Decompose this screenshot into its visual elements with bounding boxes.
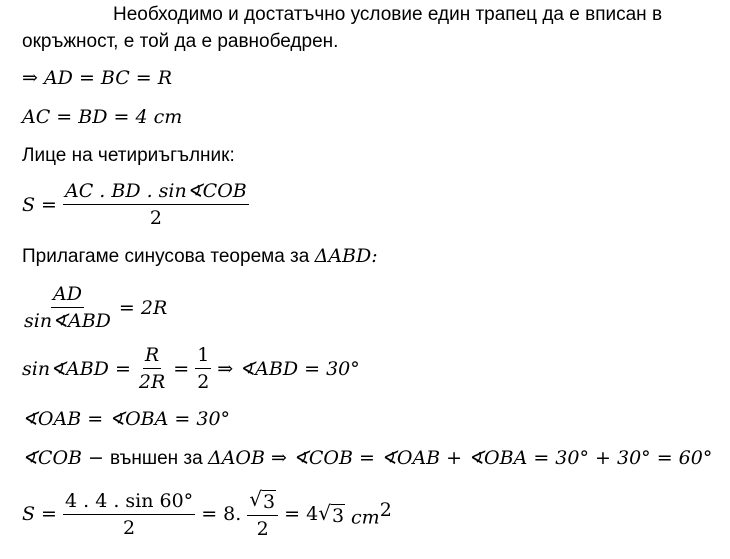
final-fraction-1-numerator: 4 . 4 . sin 60° <box>63 490 195 515</box>
final-fraction-1-denominator: 2 <box>123 516 136 539</box>
sin-abd-formula <box>22 344 360 393</box>
area-formula <box>22 180 249 229</box>
final-rhs-sqrt-argument: 3 <box>331 504 345 527</box>
final-fraction-2-numerator <box>247 488 278 516</box>
exterior-angle-part-1: ∢COB − <box>22 447 110 469</box>
sin-abd-fraction-1-denominator: 2R <box>138 371 166 393</box>
sin-abd-fraction-2-denominator: 2 <box>197 371 210 393</box>
final-rhs-prefix: = 4 <box>284 503 319 525</box>
area-fraction <box>63 180 249 229</box>
equation-ad-bc-r: ⇒ AD = BC = R <box>22 67 173 89</box>
area-formula-lhs: S = <box>22 193 57 216</box>
sine-heading <box>22 245 378 268</box>
intro-line-1: Необходимо и достатъчно условие един трапец да е вписан в <box>113 4 663 25</box>
exterior-angle-word: външен за <box>110 448 208 469</box>
area-heading: Лице на четириъгълник: <box>22 145 235 166</box>
final-rhs-sqrt: √ 3 <box>318 500 345 527</box>
sine-heading-text: Прилагаме синусова теорема за <box>22 246 315 267</box>
final-mid: = 8. <box>201 503 242 525</box>
sin-abd-fraction-2 <box>195 344 211 393</box>
sine-law-denominator: sin∢ABD <box>24 310 111 332</box>
sine-law-formula <box>22 283 167 332</box>
exterior-angle-line <box>22 447 712 470</box>
final-lhs: S = <box>22 503 57 525</box>
sine-law-rhs: = 2R <box>118 296 168 319</box>
sin-abd-equals: = <box>173 357 190 380</box>
final-fraction-1 <box>63 490 195 539</box>
final-fraction-2-denominator: 2 <box>256 518 269 540</box>
sin-abd-rhs: ⇒ ∢ABD = 30° <box>217 357 360 380</box>
sqrt-argument: 3 <box>263 491 276 513</box>
angles-equation: ∢OAB = ∢OBA = 30° <box>22 408 231 430</box>
sin-abd-fraction-1-numerator: R <box>143 344 161 369</box>
sin-abd-lhs: sin∢ABD = <box>22 357 131 380</box>
sine-law-numerator: AD <box>51 283 84 308</box>
area-fraction-denominator: 2 <box>149 207 162 229</box>
exterior-angle-part-2: ΔAOB ⇒ ∢COB = ∢OAB + ∢OBA = 30° + 30° = 60° <box>207 447 713 469</box>
sin-abd-fraction-1 <box>137 344 167 393</box>
final-rhs-exponent: 2 <box>379 499 392 522</box>
sin-abd-fraction-2-numerator: 1 <box>195 344 211 369</box>
area-fraction-numerator: AC . BD . sin∢COB <box>63 180 249 205</box>
sine-heading-math: ΔABD: <box>314 245 378 267</box>
equation-ac-bd: AC = BD = 4 cm <box>22 106 183 128</box>
final-rhs-unit-text: cm <box>351 506 380 529</box>
sine-law-fraction <box>22 283 113 332</box>
final-fraction-2 <box>247 488 278 540</box>
final-area-formula <box>22 488 392 540</box>
sqrt-symbol: √ 3 <box>249 487 276 513</box>
final-rhs-unit <box>351 499 392 528</box>
intro-line-2: окръжност, е той да е равнобедрен. <box>22 31 339 52</box>
